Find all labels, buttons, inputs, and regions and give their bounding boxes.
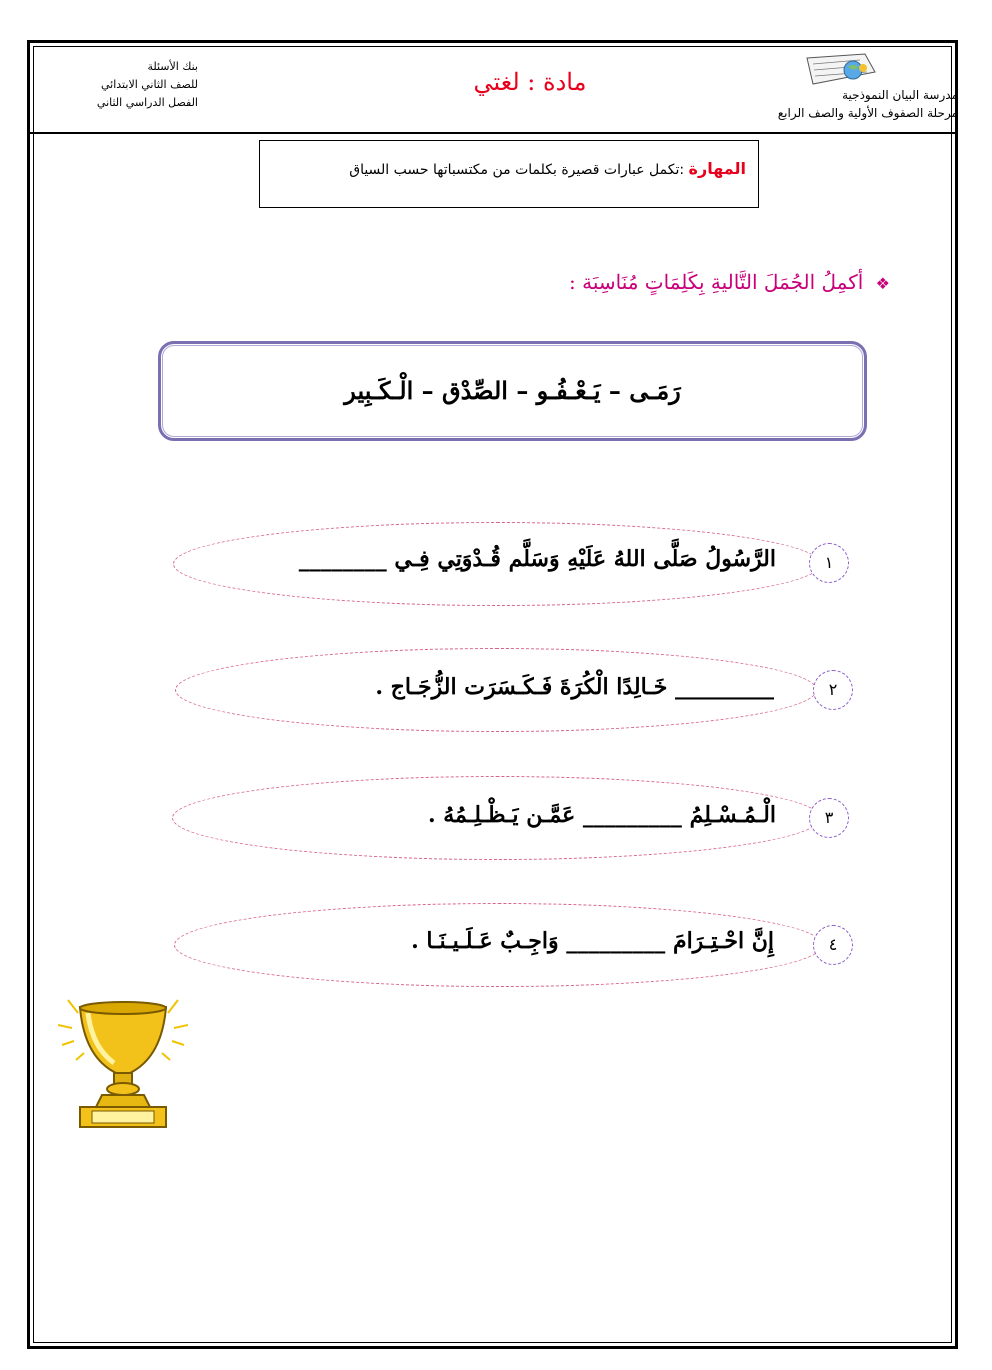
- instruction-text: أكمِلُ الجُمَلَ التَّاليةِ بِكَلِمَاتٍ مُنَاسِبَة :: [569, 270, 864, 294]
- skill-text: :تكمل عبارات قصيرة بكلمات من مكتسباتها حسب السياق: [349, 162, 685, 178]
- diamond-bullet-icon: ❖: [875, 274, 890, 293]
- word-bank-words: رَمَـى – يَـعْـفُـو – الصِّدْق – الْـكَـبِير: [344, 376, 681, 405]
- word-bank: [158, 341, 867, 441]
- bank-header: [48, 58, 198, 112]
- question-number-3: ٣: [809, 798, 849, 838]
- grade-label: للصف الثاني الابتدائي: [101, 78, 198, 91]
- question-text-2[interactable]: _________ خَـالِدًا الْكُرَةَ فَـكَـسَرَت الزُّجَـاج .: [375, 674, 774, 700]
- subject-title: مادة : لغتي: [473, 68, 587, 96]
- question-number-4: ٤: [813, 925, 853, 965]
- skill-label: المهارة: [688, 159, 746, 178]
- question-text-4[interactable]: إِنَّ احْـتِـرَامَ _________ وَاجِـبٌ عَـلَـيـنَـا .: [411, 928, 774, 954]
- bank-title: بنك الأسئلة: [147, 60, 198, 73]
- school-name: مدرسة البيان النموذجية: [842, 88, 958, 102]
- school-logo-icon: [805, 50, 885, 90]
- question-text-3[interactable]: الْـمُـسْـلِمُ _________ عَمَّـن يَـظْـلِـمُهُ .: [427, 802, 776, 828]
- school-header: [728, 86, 958, 122]
- instruction: [390, 270, 890, 294]
- question-text-1[interactable]: الرَّسُولُ صَلَّى اللهُ عَلَيْهِ وَسَلَّم قُـدْوَتِي فِـي ________: [298, 546, 776, 572]
- header-divider: [27, 132, 958, 134]
- question-number-2: ٢: [813, 670, 853, 710]
- semester-label: الفصل الدراسي الثاني: [96, 96, 198, 109]
- question-number-1: ١: [809, 543, 849, 583]
- trophy-icon: [58, 995, 188, 1130]
- school-stage: مرحلة الصفوف الأولية والصف الرابع: [777, 106, 958, 120]
- skill-box: [259, 140, 759, 208]
